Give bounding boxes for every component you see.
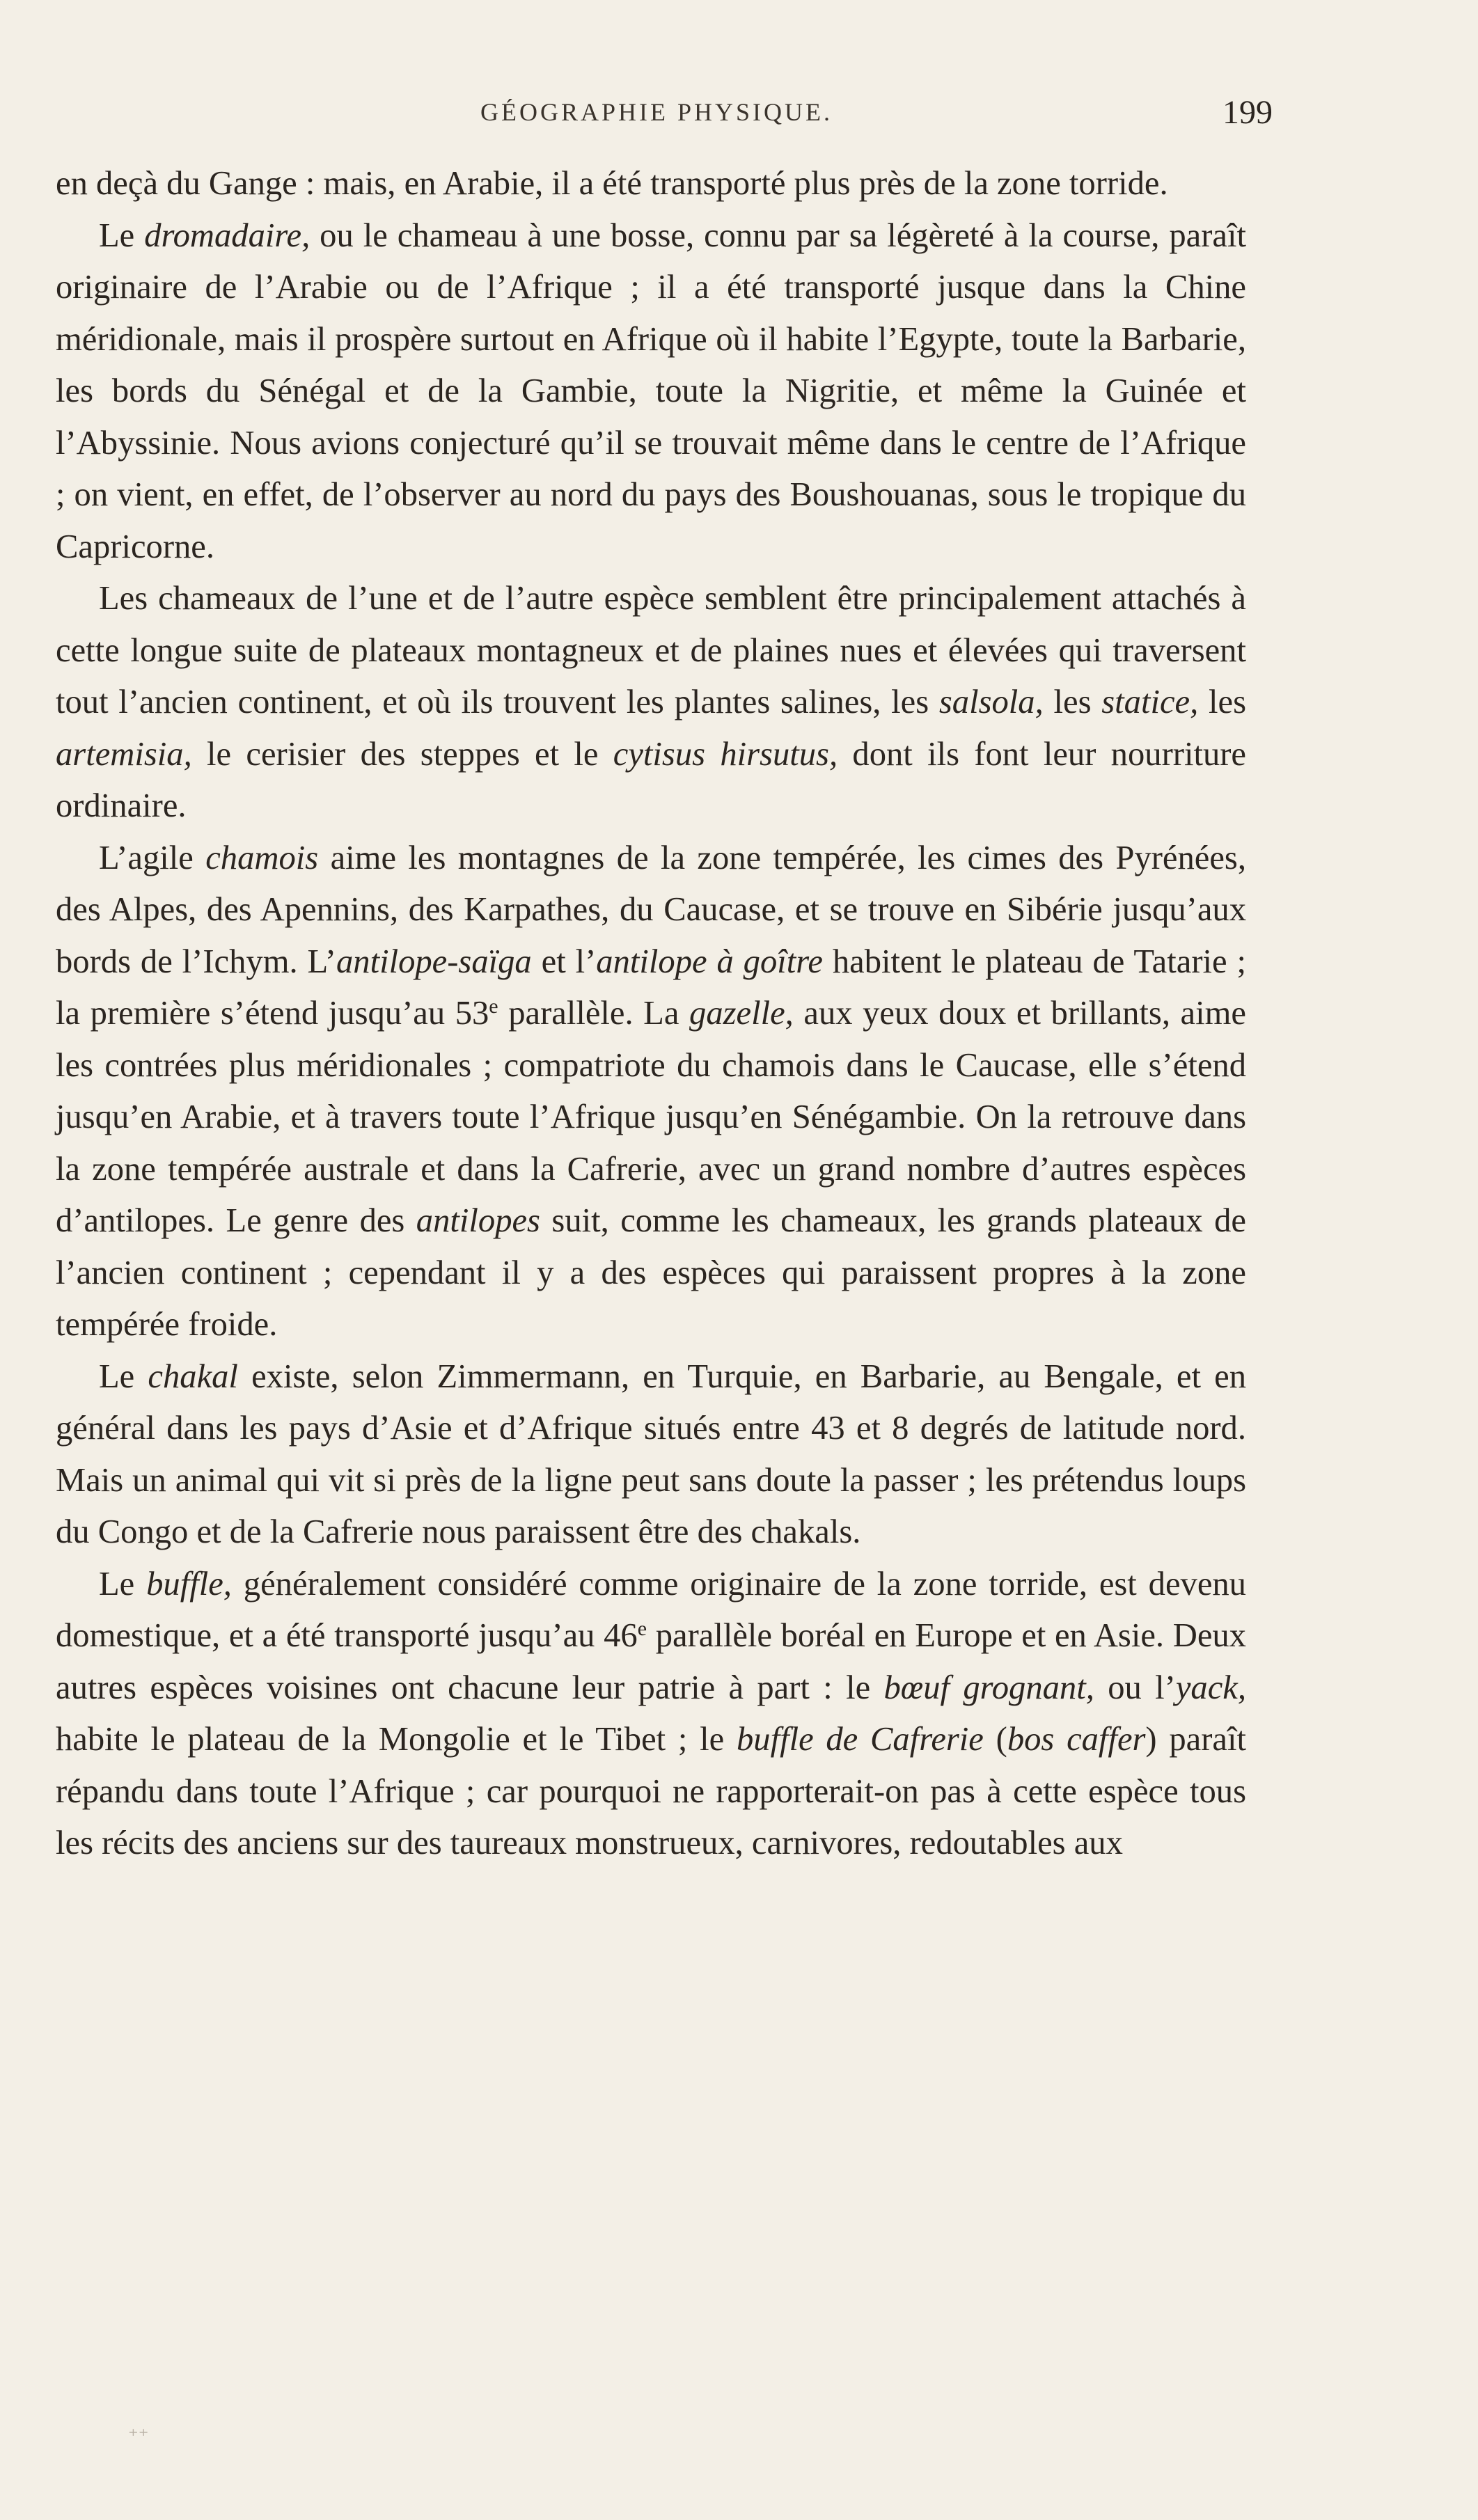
paragraph: [56, 157, 1246, 210]
paragraph: [56, 1350, 1246, 1558]
running-head: GÉOGRAPHIE PHYSIQUE.: [480, 98, 833, 126]
italic-term: chakal: [148, 1357, 238, 1395]
italic-term: cytisus hirsutus,: [613, 734, 838, 773]
paragraph: [56, 832, 1246, 1350]
italic-term: bœuf grognant,: [883, 1668, 1094, 1706]
paragraph: [56, 210, 1246, 573]
text-run: ) paraît répandu dans toute l’Afrique ; car pourquoi ne rapporterait-on pas à cette espèce tous les récits des anciens sur des taureaux monstrueux, carnivores, redoutables aux: [56, 1720, 1246, 1861]
print-speck: ⁺⁺: [128, 2425, 149, 2447]
text-run: généralement considéré comme originaire de la zone torride, est devenu domestique, et a été transporté jusqu’au 46: [56, 1564, 1246, 1654]
text-run: Le: [99, 1564, 147, 1602]
italic-term: antilope-saïga: [336, 942, 532, 980]
text-run: Les chameaux de l’une et de l’autre espèce semblent être principalement attachés à cette longue suite de plateaux montagneux et de plaines nues et élevées qui traversent tout l’ancien continent, et où ils trouvent les plantes salines, les: [56, 579, 1246, 720]
text-run: parallèle boréal en Europe et en Asie. Deux autres espèces voisines ont chacune leur patrie à part : le: [56, 1616, 1246, 1706]
italic-term: buffle de Cafrerie: [736, 1720, 984, 1758]
body-text: [56, 157, 1246, 1869]
text-run: aux yeux doux et brillants, aime les contrées plus méridionales ; compatriote du chamois dans le Caucase, elle s’étend jusqu’en Arabie, et à travers toute l’Afrique jusqu’en Sénégambie. On la retrouve dans la zone tempérée australe et dans la Cafrerie, avec un grand nombre d’autres espèces d’antilopes. Le genre des: [56, 994, 1246, 1239]
italic-term: buffle,: [146, 1564, 232, 1602]
text-run: existe, selon Zimmermann, en Turquie, en Barbarie, au Bengale, et en général dans les pays d’Asie et d’Afrique situés entre 43 et 8 degrés de latitude nord. Mais un animal qui vit si près de la ligne peut sans doute la passer ; les prétendus loups du Congo et de la Cafrerie nous paraissent être des chakals.: [56, 1357, 1246, 1550]
text-run: les: [1043, 683, 1102, 720]
page-header: [56, 94, 1273, 139]
text-run: habite le plateau de la Mongolie et le Tibet ; le: [56, 1720, 737, 1758]
page-number: 199: [1223, 94, 1273, 131]
italic-term: antilopes: [416, 1202, 540, 1239]
text-run: en deçà du Gange : mais, en Arabie, il a été transporté plus près de la zone torride.: [56, 164, 1168, 202]
italic-term: artemisia,: [56, 734, 192, 773]
text-run: habitent le plateau de Tatarie ; la première s’étend jusqu’au 53: [56, 942, 1246, 1032]
italic-term: chamois: [205, 838, 319, 876]
paragraph: [56, 572, 1246, 832]
text-run: L’agile: [99, 838, 206, 876]
paragraph: [56, 1558, 1246, 1869]
italic-term: statice,: [1101, 683, 1199, 720]
italic-term: bos caffer: [1007, 1720, 1146, 1758]
text-run: ou le chameau à une bosse, connu par sa légèreté à la course, paraît originaire de l’Arabie ou de l’Afrique ; il a été transporté jusque dans la Chine méridionale, mais il prospère surtout en Afrique où il habite l’Egypte, toute la Barbarie, les bords du Sénégal et de la Gambie, toute la Nigritie, et même la Guinée et l’Abyssinie. Nous avions conjecturé qu’il se trouvait même dans le centre de l’Afrique ; on vient, en effet, de l’observer au nord du pays des Boushouanas, sous le tropique du Capricorne.: [56, 216, 1246, 565]
italic-term: antilope à goître: [596, 942, 823, 980]
text-run: ou l’: [1094, 1668, 1176, 1706]
text-run: suit, comme les chameaux, les grands plateaux de l’ancien continent ; cependant il y a des espèces qui paraissent propres à la zone tempérée froide.: [56, 1202, 1246, 1343]
text-run: dont ils font leur nourriture ordinaire.: [56, 734, 1246, 824]
italic-term: gazelle,: [689, 994, 794, 1032]
italic-term: salsola,: [938, 683, 1044, 720]
text-run: Le: [99, 216, 145, 254]
italic-term: yack,: [1175, 1668, 1246, 1706]
superscript: e: [637, 1617, 647, 1640]
text-run: et l’: [531, 942, 597, 980]
text-run: les: [1198, 683, 1246, 720]
text-run: parallèle. La: [498, 994, 690, 1032]
text-run: le cerisier des steppes et le: [191, 734, 613, 773]
superscript: e: [489, 995, 498, 1018]
text-run: Le: [99, 1357, 148, 1395]
text-run: (: [983, 1720, 1007, 1758]
italic-term: dromadaire,: [144, 216, 310, 254]
text-run: aime les montagnes de la zone tempérée, les cimes des Pyrénées, des Alpes, des Apennins, des Karpathes, du Caucase, et se trouve en Sibérie jusqu’aux bords de l’Ichym. L’: [56, 838, 1246, 980]
